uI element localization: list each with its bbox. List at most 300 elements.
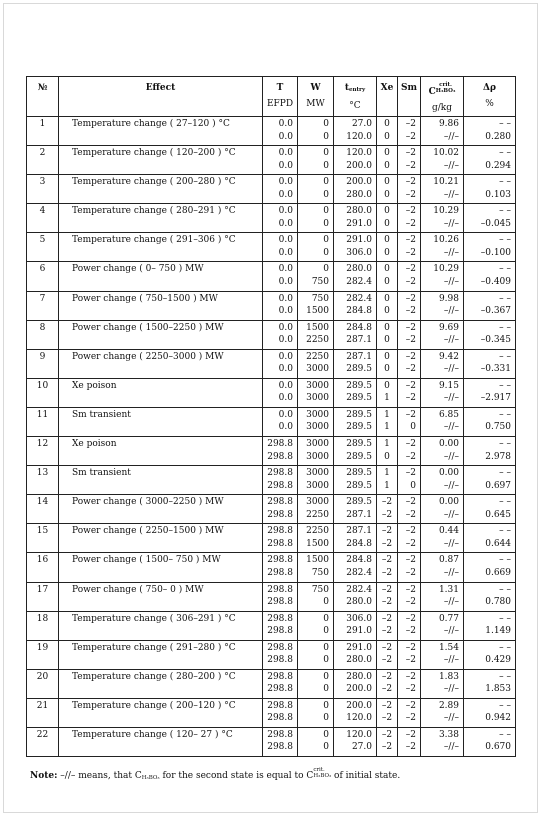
cell-tentry xyxy=(334,378,377,407)
cell-tentry-line: 120.0 xyxy=(346,131,372,142)
cell-drho xyxy=(464,524,516,553)
cell-drho-line: 0.644 xyxy=(485,538,511,549)
cell-w xyxy=(298,466,334,495)
cell-w-line: 0 xyxy=(323,700,329,711)
cell-num: 19 xyxy=(27,640,59,669)
cell-sm xyxy=(398,291,421,320)
cell-xe-line: –2 xyxy=(381,655,393,666)
cell-drho xyxy=(464,320,516,349)
cell-t-line: 0.0 xyxy=(278,351,293,362)
cell-xe-line: 0 xyxy=(384,322,390,333)
cell-ccrit xyxy=(421,204,464,233)
note-label: Note: xyxy=(30,771,58,781)
cell-tentry xyxy=(334,117,377,146)
cell-sm xyxy=(398,117,421,146)
cell-sm xyxy=(398,640,421,669)
cell-sm-line: –2 xyxy=(405,439,416,450)
cell-xe xyxy=(377,611,398,640)
cell-drho-line: – – xyxy=(499,119,511,129)
cell-w-line: 3000 xyxy=(306,380,329,391)
cell-tentry-line: 120.0 xyxy=(346,713,372,724)
cell-xe-line: –2 xyxy=(381,700,393,711)
cell-drho-line: 0.645 xyxy=(485,509,511,520)
table-row xyxy=(27,582,516,611)
table-row xyxy=(27,437,516,466)
cell-t-line: 298.8 xyxy=(267,713,293,724)
cell-drho-line: – – xyxy=(499,700,511,711)
cell-num: 1 xyxy=(27,117,59,146)
cell-w-line: 2250 xyxy=(306,526,329,537)
cell-tentry-line: 120.0 xyxy=(346,729,372,740)
cell-sm xyxy=(398,204,421,233)
cell-drho-line: – – xyxy=(499,497,511,508)
cell-ccrit-line: 1.54 xyxy=(438,642,459,653)
cell-sm-line: –2 xyxy=(405,364,416,375)
cell-tentry-line: 289.5 xyxy=(346,364,372,375)
cell-ccrit-line: –//– xyxy=(443,218,459,229)
cell-num: 18 xyxy=(27,611,59,640)
cell-effect: Power change ( 2250–1500 ) MW xyxy=(59,524,263,553)
cell-ccrit-line: –//– xyxy=(443,393,459,404)
cell-drho-line: 0.942 xyxy=(485,713,511,724)
cell-xe xyxy=(377,669,398,698)
cell-ccrit-line: 9.98 xyxy=(438,293,459,304)
cell-effect: Power change ( 750–1500 ) MW xyxy=(59,291,263,320)
table-row xyxy=(27,611,516,640)
cell-sm-line: –2 xyxy=(405,700,416,711)
cell-sm-line: –2 xyxy=(405,189,416,200)
cell-tentry-line: 289.5 xyxy=(346,393,372,404)
cell-t-line: 298.8 xyxy=(267,439,293,450)
cell-ccrit-line: –//– xyxy=(443,538,459,549)
cell-effect: Temperature change ( 200–280 ) °C xyxy=(59,175,263,204)
cell-num: 6 xyxy=(27,262,59,291)
cell-drho-line: – – xyxy=(499,177,511,188)
cell-w-line: 2250 xyxy=(306,335,329,346)
cell-num: 17 xyxy=(27,582,59,611)
cell-sm-line: –2 xyxy=(405,264,416,275)
cell-drho-line: 0.280 xyxy=(485,131,511,142)
cell-sm-line: –2 xyxy=(405,119,416,129)
cell-drho-line: – – xyxy=(499,235,511,246)
cell-tentry-line: 120.0 xyxy=(346,148,372,159)
cell-t-line: 0.0 xyxy=(278,364,293,375)
cell-effect: Temperature change ( 291–280 ) °C xyxy=(59,640,263,669)
cell-tentry-line: 280.0 xyxy=(346,206,372,217)
cell-tentry-line: 27.0 xyxy=(351,742,372,753)
cell-w xyxy=(298,437,334,466)
cell-num: 21 xyxy=(27,698,59,727)
cell-ccrit-line: –//– xyxy=(443,189,459,200)
cell-sm-line: –2 xyxy=(405,322,416,333)
cell-tentry-line: 280.0 xyxy=(346,597,372,607)
cell-sm-line: –2 xyxy=(405,335,416,346)
cell-t-line: 0.0 xyxy=(278,380,293,391)
cell-drho xyxy=(464,553,516,582)
cell-xe-line: 0 xyxy=(384,177,390,188)
cell-w-line: 3000 xyxy=(306,393,329,404)
cell-tentry-line: 289.5 xyxy=(346,497,372,508)
cell-xe-line: 0 xyxy=(384,335,390,346)
cell-drho xyxy=(464,175,516,204)
cell-tentry-line: 289.5 xyxy=(346,468,372,479)
cell-drho-line: – – xyxy=(499,613,511,624)
cell-xe-line: 0 xyxy=(384,264,390,275)
table-row xyxy=(27,698,516,727)
cell-tentry-line: 291.0 xyxy=(346,235,372,246)
cell-xe-line: 0 xyxy=(384,364,390,375)
cell-drho-line: 0.669 xyxy=(485,567,511,578)
cell-sm-line: –2 xyxy=(405,306,416,317)
cell-sm-line: –2 xyxy=(405,247,416,258)
cell-t-line: 0.0 xyxy=(278,293,293,304)
cell-ccrit xyxy=(421,117,464,146)
cell-ccrit xyxy=(421,495,464,524)
cell-sm xyxy=(398,378,421,407)
cell-xe-line: –2 xyxy=(381,626,393,637)
table-row xyxy=(27,291,516,320)
cell-w xyxy=(298,204,334,233)
cell-num: 13 xyxy=(27,466,59,495)
cell-t-line: 298.8 xyxy=(267,538,293,549)
cell-num: 3 xyxy=(27,175,59,204)
cell-w xyxy=(298,727,334,756)
cell-tentry xyxy=(334,320,377,349)
cell-w-line: 0 xyxy=(323,189,329,200)
cell-effect: Temperature change ( 280–200 ) °C xyxy=(59,669,263,698)
cell-t-line: 0.0 xyxy=(278,119,293,129)
cell-ccrit-line: 9.15 xyxy=(438,380,459,391)
cell-tentry-line: 284.8 xyxy=(346,322,372,333)
cell-t xyxy=(263,727,298,756)
cell-xe xyxy=(377,233,398,262)
cell-xe-line: 1 xyxy=(384,480,390,491)
cell-ccrit-line: –//– xyxy=(443,276,459,287)
cell-drho-line: 0.670 xyxy=(485,742,511,753)
cell-w xyxy=(298,553,334,582)
header-drho: Δρ % xyxy=(464,77,516,117)
cell-t-line: 298.8 xyxy=(267,584,293,595)
cell-t xyxy=(263,204,298,233)
cell-tentry-line: 287.1 xyxy=(346,526,372,537)
cell-xe-line: 1 xyxy=(384,439,390,450)
cell-xe-line: –2 xyxy=(381,742,393,753)
cell-sm-line: –2 xyxy=(405,380,416,391)
cell-xe-line: –2 xyxy=(381,509,393,520)
cell-t xyxy=(263,611,298,640)
cell-tentry-line: 289.5 xyxy=(346,380,372,391)
cell-drho xyxy=(464,378,516,407)
cell-xe-line: –2 xyxy=(381,538,393,549)
header-effect: Effect xyxy=(59,77,263,117)
cell-t xyxy=(263,582,298,611)
cell-w xyxy=(298,495,334,524)
cell-xe-line: 1 xyxy=(384,409,390,420)
cell-tentry-line: 282.4 xyxy=(346,276,372,287)
cell-tentry-line: 291.0 xyxy=(346,218,372,229)
cell-xe-line: 0 xyxy=(384,218,390,229)
cell-drho xyxy=(464,437,516,466)
table-row xyxy=(27,233,516,262)
cell-drho-line: – – xyxy=(499,526,511,537)
cell-num: 2 xyxy=(27,146,59,175)
cell-tentry xyxy=(334,698,377,727)
table-row xyxy=(27,640,516,669)
cell-xe-line: –2 xyxy=(381,567,393,578)
header-xe: Xe xyxy=(377,77,398,117)
cell-tentry xyxy=(334,727,377,756)
cell-sm-line: –2 xyxy=(405,538,416,549)
cell-drho-line: 0.103 xyxy=(485,189,511,200)
cell-effect: Xe poison xyxy=(59,378,263,407)
cell-ccrit-line: –//– xyxy=(443,509,459,520)
cell-drho xyxy=(464,146,516,175)
cell-ccrit-line: –//– xyxy=(443,131,459,142)
cell-ccrit xyxy=(421,611,464,640)
cell-ccrit xyxy=(421,669,464,698)
cell-tentry xyxy=(334,204,377,233)
cell-t xyxy=(263,146,298,175)
cell-sm-line: –2 xyxy=(405,655,416,666)
cell-effect: Power change ( 3000–2250 ) MW xyxy=(59,495,263,524)
cell-t-line: 298.8 xyxy=(267,497,293,508)
cell-sm-line: –2 xyxy=(405,235,416,246)
cell-xe-line: –2 xyxy=(381,497,393,508)
table-row xyxy=(27,146,516,175)
cell-xe xyxy=(377,582,398,611)
cell-t-line: 0.0 xyxy=(278,206,293,217)
cell-xe xyxy=(377,553,398,582)
cell-ccrit-line: 0.00 xyxy=(438,497,459,508)
cell-ccrit-line: 10.21 xyxy=(433,177,459,188)
cell-drho xyxy=(464,495,516,524)
cell-sm-line: 0 xyxy=(410,422,416,433)
cell-t-line: 298.8 xyxy=(267,684,293,695)
cell-drho xyxy=(464,349,516,378)
cell-effect: Power change ( 0– 750 ) MW xyxy=(59,262,263,291)
cell-sm xyxy=(398,262,421,291)
cell-t-line: 0.0 xyxy=(278,409,293,420)
cell-tentry-line: 284.8 xyxy=(346,538,372,549)
cell-ccrit-line: 10.02 xyxy=(433,148,459,159)
cell-sm xyxy=(398,495,421,524)
cell-tentry xyxy=(334,175,377,204)
cell-w-line: 0 xyxy=(323,671,329,682)
cell-w xyxy=(298,698,334,727)
cell-t xyxy=(263,495,298,524)
cell-ccrit xyxy=(421,582,464,611)
cell-ccrit xyxy=(421,378,464,407)
cell-w-line: 3000 xyxy=(306,409,329,420)
cell-xe xyxy=(377,204,398,233)
cell-drho-line: – – xyxy=(499,206,511,217)
table-row xyxy=(27,407,516,436)
cell-tentry xyxy=(334,349,377,378)
cell-xe-line: 1 xyxy=(384,468,390,479)
cell-sm xyxy=(398,175,421,204)
cell-xe-line: 0 xyxy=(384,148,390,159)
cell-w-line: 0 xyxy=(323,247,329,258)
cell-drho xyxy=(464,117,516,146)
cell-xe xyxy=(377,437,398,466)
cell-sm xyxy=(398,553,421,582)
cell-xe xyxy=(377,524,398,553)
cell-w-line: 0 xyxy=(323,613,329,624)
cell-tentry xyxy=(334,553,377,582)
cell-ccrit-line: –//– xyxy=(443,247,459,258)
cell-sm-line: –2 xyxy=(405,293,416,304)
cell-xe-line: 0 xyxy=(384,189,390,200)
cell-t-line: 0.0 xyxy=(278,177,293,188)
cell-drho xyxy=(464,466,516,495)
cell-tentry xyxy=(334,437,377,466)
cell-drho-line: – – xyxy=(499,642,511,653)
cell-xe xyxy=(377,117,398,146)
cell-tentry-line: 289.5 xyxy=(346,422,372,433)
cell-sm-line: –2 xyxy=(405,160,416,171)
cell-num: 7 xyxy=(27,291,59,320)
cell-tentry xyxy=(334,407,377,436)
cell-drho-line: – – xyxy=(499,322,511,333)
cell-t xyxy=(263,262,298,291)
cell-t-line: 0.0 xyxy=(278,189,293,200)
cell-xe xyxy=(377,349,398,378)
cell-ccrit-line: 0.44 xyxy=(438,526,459,537)
cell-sm-line: –2 xyxy=(405,626,416,637)
cell-tentry xyxy=(334,146,377,175)
cell-w-line: 3000 xyxy=(306,451,329,462)
cell-t-line: 298.8 xyxy=(267,567,293,578)
cell-w-line: 3000 xyxy=(306,364,329,375)
cell-t-line: 298.8 xyxy=(267,555,293,566)
cell-ccrit-line: 3.38 xyxy=(438,729,459,740)
cell-ccrit xyxy=(421,291,464,320)
cell-w-line: 0 xyxy=(323,264,329,275)
cell-drho-line: 0.429 xyxy=(485,655,511,666)
cell-ccrit-line: 0.87 xyxy=(438,555,459,566)
cell-drho-line: 0.780 xyxy=(485,597,511,607)
cell-effect: Sm transient xyxy=(59,466,263,495)
cell-ccrit-line: 1.31 xyxy=(438,584,459,595)
cell-w-line: 3000 xyxy=(306,468,329,479)
cell-drho-line: – – xyxy=(499,555,511,566)
cell-ccrit-line: 10.29 xyxy=(433,206,459,217)
cell-sm-line: –2 xyxy=(405,393,416,404)
cell-effect: Temperature change ( 120–200 ) °C xyxy=(59,146,263,175)
cell-t-line: 298.8 xyxy=(267,468,293,479)
cell-drho-line: – – xyxy=(499,729,511,740)
cell-effect: Temperature change ( 291–306 ) °C xyxy=(59,233,263,262)
cell-drho xyxy=(464,204,516,233)
cell-drho-line: – – xyxy=(499,351,511,362)
table-row xyxy=(27,175,516,204)
cell-tentry-line: 291.0 xyxy=(346,626,372,637)
cell-sm-line: –2 xyxy=(405,497,416,508)
cell-w-line: 750 xyxy=(311,293,329,304)
cell-w-line: 0 xyxy=(323,729,329,740)
cell-sm-line: –2 xyxy=(405,131,416,142)
cell-w-line: 3000 xyxy=(306,439,329,450)
cell-xe-line: 0 xyxy=(384,293,390,304)
cell-ccrit-line: –//– xyxy=(443,713,459,724)
cell-ccrit-line: –//– xyxy=(443,626,459,637)
cell-ccrit-line: –//– xyxy=(443,480,459,491)
cell-sm-line: –2 xyxy=(405,567,416,578)
cell-w-line: 0 xyxy=(323,655,329,666)
cell-t-line: 298.8 xyxy=(267,655,293,666)
cell-effect: Xe poison xyxy=(59,437,263,466)
table-row xyxy=(27,204,516,233)
cell-tentry xyxy=(334,669,377,698)
cell-tentry-line: 289.5 xyxy=(346,409,372,420)
cell-effect: Temperature change ( 120– 27 ) °C xyxy=(59,727,263,756)
cell-drho xyxy=(464,640,516,669)
cell-effect: Temperature change ( 280–291 ) °C xyxy=(59,204,263,233)
cell-sm xyxy=(398,727,421,756)
cell-ccrit xyxy=(421,553,464,582)
cell-w-line: 0 xyxy=(323,742,329,753)
cell-num: 8 xyxy=(27,320,59,349)
cell-drho-line: –0.100 xyxy=(480,247,511,258)
cell-sm xyxy=(398,466,421,495)
cell-ccrit-line: –//– xyxy=(443,306,459,317)
cell-effect: Sm transient xyxy=(59,407,263,436)
cell-ccrit-line: –//– xyxy=(443,335,459,346)
cell-xe xyxy=(377,146,398,175)
cell-drho xyxy=(464,698,516,727)
cell-sm xyxy=(398,349,421,378)
cell-xe-line: 0 xyxy=(384,380,390,391)
cell-t xyxy=(263,407,298,436)
cell-t xyxy=(263,437,298,466)
cell-num: 5 xyxy=(27,233,59,262)
cell-sm xyxy=(398,582,421,611)
cell-xe-line: –2 xyxy=(381,713,393,724)
cell-tentry-line: 287.1 xyxy=(346,335,372,346)
cell-xe-line: 1 xyxy=(384,422,390,433)
cell-xe xyxy=(377,175,398,204)
cell-drho-line: 1.853 xyxy=(485,684,511,695)
cell-tentry-line: 291.0 xyxy=(346,642,372,653)
cell-tentry-line: 200.0 xyxy=(346,700,372,711)
cell-drho xyxy=(464,669,516,698)
cell-t-line: 0.0 xyxy=(278,160,293,171)
cell-sm-line: –2 xyxy=(405,671,416,682)
cell-drho-line: – – xyxy=(499,468,511,479)
cell-t xyxy=(263,698,298,727)
cell-tentry-line: 289.5 xyxy=(346,451,372,462)
cell-drho-line: –0.045 xyxy=(480,218,511,229)
cell-t-line: 0.0 xyxy=(278,235,293,246)
cell-drho-line: – – xyxy=(499,264,511,275)
cell-drho-line: – – xyxy=(499,439,511,450)
cell-ccrit-line: 10.29 xyxy=(433,264,459,275)
cell-sm-line: –2 xyxy=(405,409,416,420)
cell-tentry xyxy=(334,262,377,291)
cell-tentry-line: 284.8 xyxy=(346,306,372,317)
cell-drho xyxy=(464,407,516,436)
cell-tentry-line: 306.0 xyxy=(346,247,372,258)
cell-xe-line: 0 xyxy=(384,131,390,142)
cell-t xyxy=(263,291,298,320)
table-row xyxy=(27,320,516,349)
cell-w xyxy=(298,233,334,262)
cell-sm-line: –2 xyxy=(405,276,416,287)
cell-tentry-line: 287.1 xyxy=(346,351,372,362)
cell-ccrit xyxy=(421,407,464,436)
cell-sm-line: –2 xyxy=(405,351,416,362)
cell-xe xyxy=(377,291,398,320)
